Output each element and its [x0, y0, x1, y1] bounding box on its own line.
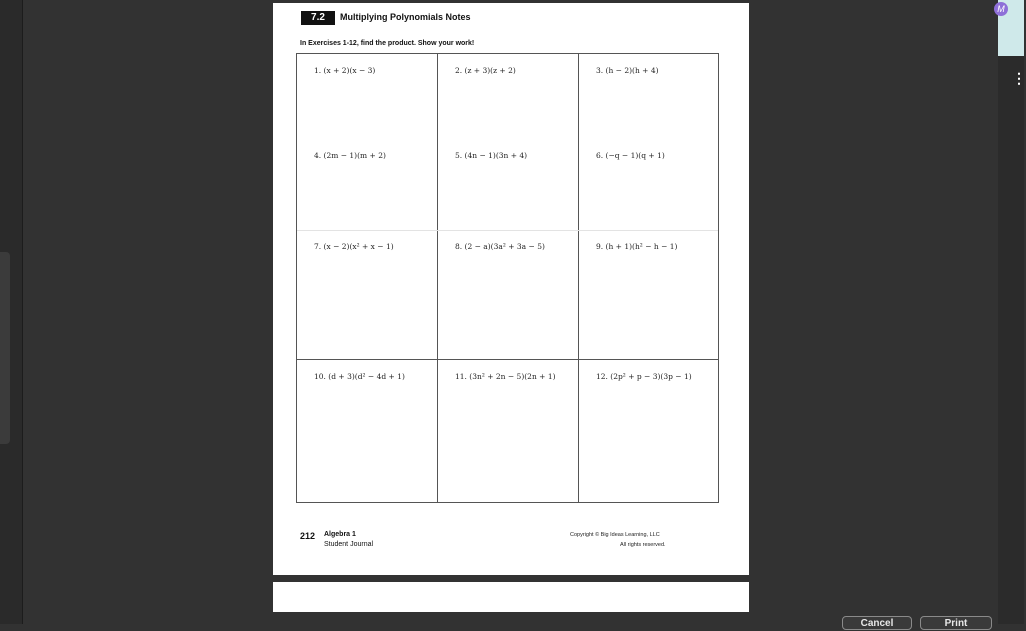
side-tab[interactable]	[0, 252, 10, 444]
copyright-line: Copyright © Big Ideas Learning, LLC	[570, 532, 660, 538]
exercise-7: 7. (x − 2)(x² + x − 1)	[314, 242, 394, 251]
footer-book-title: Algebra 1	[324, 531, 356, 538]
exercise-6: 6. (−q − 1)(q + 1)	[596, 151, 665, 160]
grid-divider	[297, 359, 718, 360]
exercise-10: 10. (d + 3)(d² − 4d + 1)	[314, 372, 405, 381]
instructions: In Exercises 1-12, find the product. Show your work!	[300, 40, 475, 47]
exercise-9: 9. (h + 1)(h² − h − 1)	[596, 242, 678, 251]
exercise-1: 1. (x + 2)(x − 3)	[314, 66, 376, 75]
exercise-3: 3. (h − 2)(h + 4)	[596, 66, 659, 75]
footer-journal: Student Journal	[324, 541, 374, 548]
section-badge: 7.2	[301, 11, 335, 25]
right-sidebar	[998, 0, 1024, 624]
exercise-12: 12. (2p² + p − 3)(3p − 1)	[596, 372, 692, 381]
rights-line: All rights reserved.	[620, 542, 666, 548]
exercise-4: 4. (2m − 1)(m + 2)	[314, 151, 386, 160]
exercise-11: 11. (3n² + 2n − 5)(2n + 1)	[455, 372, 556, 381]
footer-page-number: 212	[300, 531, 316, 541]
grid-divider	[578, 54, 579, 502]
exercise-5: 5. (4n − 1)(3n + 4)	[455, 151, 528, 160]
exercise-2: 2. (z + 3)(z + 2)	[455, 66, 516, 75]
exercise-8: 8. (2 − a)(3a² + 3a − 5)	[455, 242, 545, 251]
cancel-button[interactable]: Cancel	[842, 616, 912, 630]
print-button[interactable]: Print	[920, 616, 992, 630]
kebab-menu-icon[interactable]: ⋮	[1012, 70, 1026, 86]
page-title: Multiplying Polynomials Notes	[340, 12, 471, 22]
left-panel	[0, 0, 23, 624]
avatar[interactable]: M	[994, 2, 1008, 16]
next-preview-page	[273, 582, 749, 612]
print-preview-page	[273, 3, 749, 575]
grid-divider	[437, 54, 438, 502]
exercise-grid	[296, 53, 719, 503]
grid-divider	[297, 230, 718, 231]
